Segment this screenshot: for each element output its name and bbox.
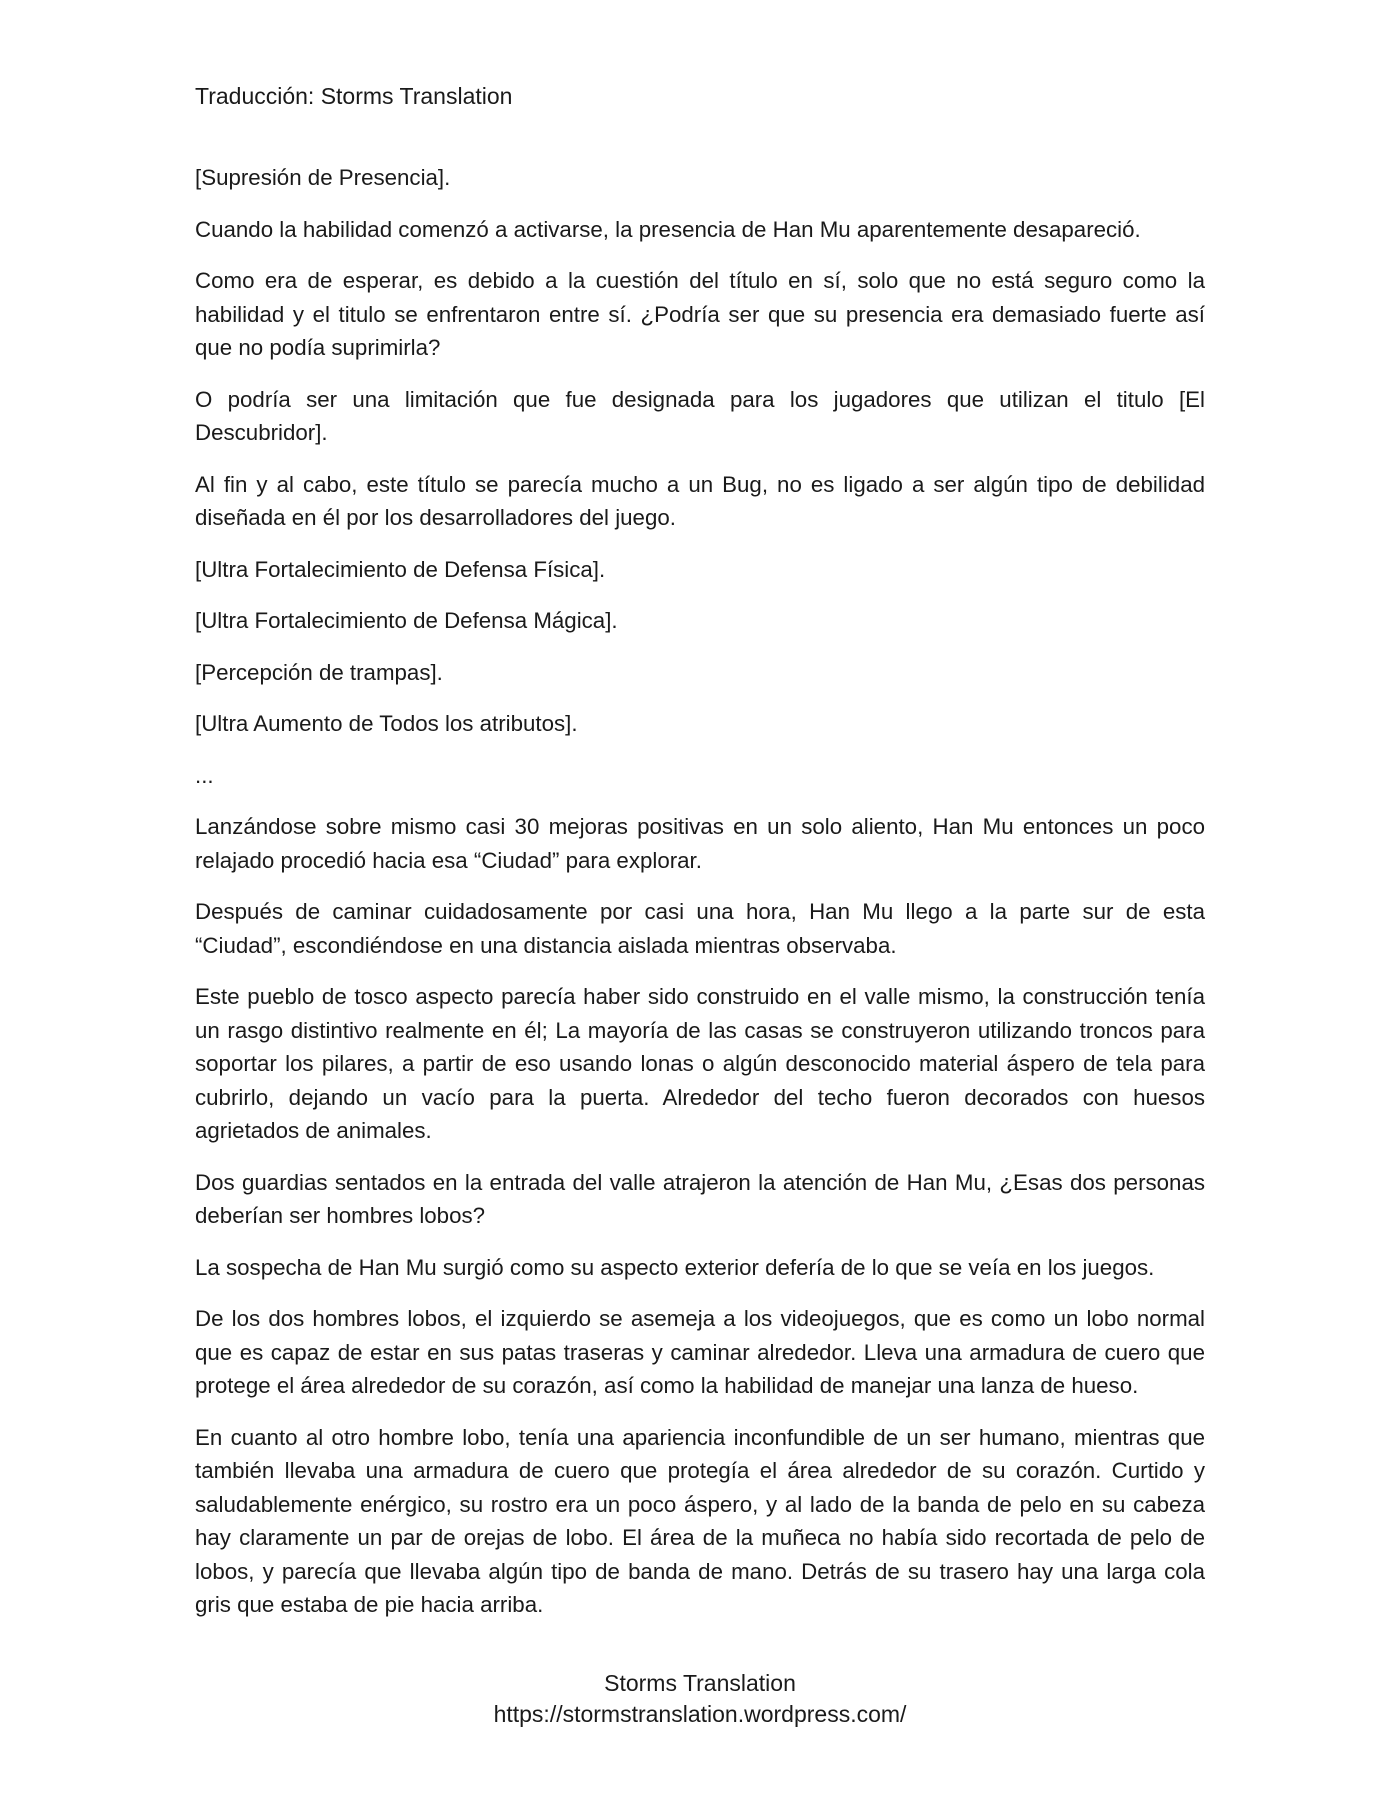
paragraph: [Supresión de Presencia]. <box>195 165 451 190</box>
paragraph: [Ultra Fortalecimiento de Defensa Mágica]. <box>195 608 618 633</box>
paragraph: Lanzándose sobre mismo casi 30 mejoras positivas en un solo aliento, Han Mu entonces un poco relajado procedió hacia esa “Ciudad” para explorar. <box>195 814 1205 873</box>
chapter-body <box>195 161 1205 1640</box>
translation-credit: Traducción: Storms Translation <box>195 83 513 109</box>
paragraph: Este pueblo de tosco aspecto parecía haber sido construido en el valle mismo, la construcción tenía un rasgo distintivo realmente en él; La mayoría de las casas se construyeron utilizando troncos para soportar los pilares, a partir de eso usando lonas o algún desconocido material áspero de tela para cubrirlo, dejando un vacío para la puerta. Alrededor del techo fueron decorados con huesos agrietados de animales. <box>195 984 1205 1143</box>
paragraph: O podría ser una limitación que fue designada para los jugadores que utilizan el titulo [El Descubridor]. <box>195 386 1205 445</box>
paragraph: La sospecha de Han Mu surgió como su aspecto exterior defería de lo que se veía en los juegos. <box>195 1254 1155 1280</box>
paragraph: Después de caminar cuidadosamente por casi una hora, Han Mu llego a la parte sur de esta “Ciudad”, escondiéndose en una distancia aislada mientras observaba. <box>195 899 1205 958</box>
paragraph: Dos guardias sentados en la entrada del valle atrajeron la atención de Han Mu, ¿Esas dos personas deberían ser hombres lobos? <box>195 1169 1205 1228</box>
page-footer <box>0 1668 1400 1730</box>
paragraph: En cuanto al otro hombre lobo, tenía una apariencia inconfundible de un ser humano, mientras que también llevaba una armadura de cuero que protegía el área alrededor de su corazón. Curtido y saludablemente enérgico, su rostro era un poco áspero, y al lado de la banda de pelo en su cabeza hay claramente un par de orejas de lobo. El área de la muñeca no había sido recortada de pelo de lobos, y parecía que llevaba algún tipo de banda de mano. Detrás de su trasero hay una larga cola gris que estaba de pie hacia arriba. <box>195 1424 1205 1617</box>
paragraph: Como era de esperar, es debido a la cuestión del título en sí, solo que no está seguro como la habilidad y el titulo se enfrentaron entre sí. ¿Podría ser que su presencia era demasiado fuerte así que no podía suprimirla? <box>195 268 1205 360</box>
footer-url: https://stormstranslation.wordpress.com/ <box>493 1701 907 1727</box>
paragraph: [Percepción de trampas]. <box>195 659 443 685</box>
paragraph: De los dos hombres lobos, el izquierdo se asemeja a los videojuegos, que es como un lobo normal que es capaz de estar en sus patas traseras y caminar alrededor. Lleva una armadura de cuero que protege el área alrededor de su corazón, así como la habilidad de manejar una lanza de hueso. <box>195 1306 1205 1398</box>
paragraph: [Ultra Aumento de Todos los atributos]. <box>195 711 578 736</box>
paragraph: ... <box>195 762 214 788</box>
footer-site-name: Storms Translation <box>604 1670 796 1696</box>
paragraph: Al fin y al cabo, este título se parecía mucho a un Bug, no es ligado a ser algún tipo de debilidad diseñada en él por los desarrolladores del juego. <box>195 471 1205 530</box>
paragraph: [Ultra Fortalecimiento de Defensa Física]. <box>195 556 606 582</box>
paragraph: Cuando la habilidad comenzó a activarse, la presencia de Han Mu aparentemente desapareció. <box>195 216 1141 242</box>
